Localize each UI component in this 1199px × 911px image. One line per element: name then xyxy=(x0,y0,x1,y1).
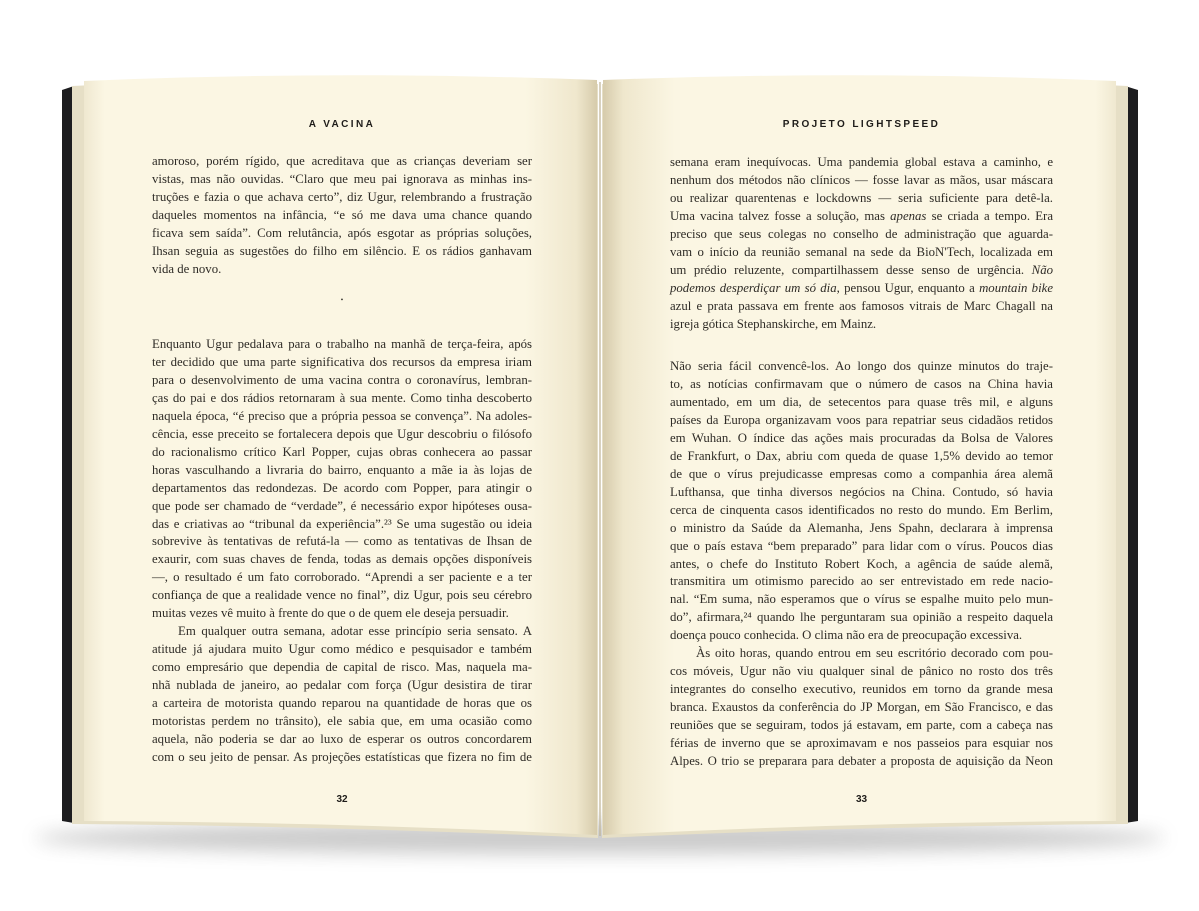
text-line: —, o resultado é um fato corroborado. “Aprendi a ser paciente e a ter xyxy=(152,570,532,585)
text-segment: um prédio reluzente, compartilhassem desse senso de urgência. xyxy=(670,262,1032,277)
text-line: confiança de que a realidade vence no final”, diz Ugur, pois seu cérebro xyxy=(152,588,532,603)
text-line: com o seu jeito de pensar. As projeções estatísticas que fizera no fim de xyxy=(152,749,532,764)
text-segment: se criada a tempo. Era xyxy=(926,208,1053,223)
text-line: aumentado, em um dia, de setecentos para quase três mil, e alguns xyxy=(670,394,1053,409)
text-line xyxy=(670,208,1053,226)
text-line: muitas vezes vê muito à frente do que o de quem ele deseja persuadir. xyxy=(152,606,509,621)
text-line: de Frankfurt, o Dax, abriu com queda de quase 1,5% devido ao temor xyxy=(670,448,1053,463)
text-line: Lufthansa, que tinha diversos negócios na China. Contudo, só havia xyxy=(670,484,1053,499)
text-line: transmitira um otimismo parecido ao ser entrevistado em rede nacio- xyxy=(670,574,1053,589)
left-page xyxy=(152,0,532,911)
text-line: a carteira de motorista quando reparou na quantidade de horas que os xyxy=(152,696,532,711)
paragraph xyxy=(670,358,1053,645)
text-line: como empresário que dependia de capital de risco. Mas, naquela ma- xyxy=(152,660,532,675)
paragraph xyxy=(670,645,1053,771)
text-line: ças do pai e dos rádios retornaram à sua mente. Como tinha descoberto xyxy=(152,390,532,405)
text-line: branca. Exaustos da conferência do JP Morgan, em São Francisco, e das xyxy=(670,700,1053,715)
text-line: integrantes do conselho executivo, reunidos em torno da grande mesa xyxy=(670,682,1053,697)
text-line: motoristas perdem no trânsito), ele sabia que, em uma ocasião como xyxy=(152,714,532,729)
text-line: que pode ser chamado de “verdade”, é necessário expor hipóteses ousa- xyxy=(152,498,532,513)
text-line: ou realizar quarentenas e lockdowns — seria suficiente para detê-la. xyxy=(670,190,1053,205)
text-line: nal. “Em suma, não esperamos que o vírus se espalhe muito pelo mun- xyxy=(670,592,1053,607)
text-line: das e criativas ao “tribunal da experiência”.²³ Se uma sugestão ou ideia xyxy=(152,516,532,531)
text-line: vida de novo. xyxy=(152,261,222,276)
paragraph xyxy=(152,623,532,767)
page-number: 32 xyxy=(336,794,348,805)
text-line: para o desenvolvimento de uma vacina contra o coronavírus, lembran- xyxy=(152,372,532,387)
text-line: vam o início da reunião semanal na sede da BioN'Tech, localizada em xyxy=(670,244,1053,259)
text-line: naquela época, “é preciso que a própria pessoa se convença”. Na adoles- xyxy=(152,408,532,423)
text-line: do racionalismo crítico Karl Popper, cujas obras conhecera ao passar xyxy=(152,444,532,459)
text-line: nhã nublada de janeiro, ao pedalar com força (Ugur desistira de tirar xyxy=(152,678,532,693)
text-line: Enquanto Ugur pedalava para o trabalho na manhã de terça-feira, após xyxy=(152,337,532,351)
text-line: Alpes. O trio se preparara para debater a proposta de aquisição da Neon xyxy=(670,754,1053,768)
text-line: vistas, mas não ouvidas. “Claro que meu pai ignorava as minhas ins- xyxy=(152,171,532,186)
running-head: PROJETO LIGHTSPEED xyxy=(782,119,941,130)
text-line: igreja gótica Stephanskirche, em Mainz. xyxy=(670,316,877,331)
text-line: reuniões que se seguiram, todos já estavam, em parte, com a cabeça nas xyxy=(670,718,1053,733)
text-line: cerca de cinquenta casos identificados no resto do mundo. Em Berlim, xyxy=(670,502,1053,517)
text-line: ter decidido que uma parte significativa dos recursos da empresa iriam xyxy=(152,354,532,369)
text-line: departamentos das redondezas. De acordo com Popper, para atingir o xyxy=(152,480,532,495)
text-line: semana eram inequívocas. Uma pandemia global estava a caminho, e xyxy=(670,155,1053,169)
italic-text: podemos desperdiçar um só dia xyxy=(670,280,837,295)
text-line: truções e fazia o que achava certo”, diz Ugur, relembrando a frustração xyxy=(152,189,532,204)
text-line: que o país estava “bem preparado” para lidar com o vírus. Poucos dias xyxy=(670,538,1053,553)
text-line xyxy=(670,280,1053,298)
running-head: A VACINA xyxy=(308,119,376,130)
text-line: ficava sem saída”. Com relutância, após esgotar as próprias soluções, xyxy=(152,225,532,240)
text-line: Ihsan seguia as sugestões do filho em silêncio. E os rádios ganhavam xyxy=(152,243,532,258)
paragraph xyxy=(152,336,532,623)
text-line: sobrevive às tentativas de refutá-la — como as tentativas de Ihsan de xyxy=(152,534,532,549)
text-segment: Uma vacina talvez fosse a solução, mas xyxy=(670,208,891,223)
text-line: doença pouco conhecida. O clima não era de preocupação excessiva. xyxy=(670,628,1023,643)
text-line: preciso que seus colegas no conselho de administração que aguarda- xyxy=(670,226,1053,241)
text-line: amoroso, porém rígido, que acreditava que as crianças deveriam ser xyxy=(152,154,532,168)
text-line: cência, esse preceito se fortalecera depois que Ugur descobriu o filósofo xyxy=(152,426,532,441)
paragraph xyxy=(152,153,532,279)
text-line: Às oito horas, quando entrou em seu escritório decorado com pou- xyxy=(696,646,1053,661)
page-number: 33 xyxy=(855,794,868,805)
text-line: o ministro da Saúde da Alemanha, Jens Spahn, declarara à imprensa xyxy=(670,520,1053,535)
text-line: to, as notícias confirmavam que o número de casos na China havia xyxy=(670,376,1053,391)
right-page xyxy=(670,0,1053,911)
text-line: aquela, não poderia se dar ao luxo de esperar os outros concordarem xyxy=(152,731,532,746)
body-text xyxy=(152,153,532,767)
body-text xyxy=(670,154,1053,771)
section-break-ornament: • xyxy=(340,296,344,305)
text-line: nenhum dos métodos não clínicos — fosse lavar as mãos, usar máscara xyxy=(670,172,1053,187)
text-line: do”, afirmara,²⁴ quando lhe perguntaram sua opinião a respeito daquela xyxy=(670,610,1053,625)
italic-text: mountain bike xyxy=(979,280,1053,295)
text-line xyxy=(670,262,1053,280)
italic-text: Não xyxy=(1031,262,1053,277)
italic-text: apenas xyxy=(890,208,927,223)
text-line: cos móveis, Ugur não viu qualquer sinal de pânico no rosto dos três xyxy=(670,664,1053,679)
text-line: exaurir, com suas chaves de fenda, todas as demais opções disponíveis xyxy=(152,552,532,567)
text-line: antes, o chefe do Instituto Robert Koch, a agência de saúde alemã, xyxy=(670,556,1053,571)
text-line: Em qualquer outra semana, adotar esse princípio seria sensato. A xyxy=(178,624,532,639)
text-line: daqueles momentos na infância, “e só me dava uma chance quando xyxy=(152,207,532,222)
text-line: férias de inverno que se aproximavam e nos passeios para esquiar nos xyxy=(670,736,1053,751)
text-segment: , pensou Ugur, enquanto a xyxy=(836,280,980,295)
paragraph xyxy=(670,154,1053,334)
text-line: em Wuhan. O índice das ações mais procuradas da Bolsa de Valores xyxy=(670,430,1053,445)
text-line: países da Europa organizavam voos para repatriar seus cidadãos retidos xyxy=(670,412,1053,427)
text-line: horas vasculhando a livraria do bairro, enquanto a mãe ia às lojas de xyxy=(152,462,532,477)
text-line: azul e prata passava em frente aos famosos vitrais de Marc Chagall na xyxy=(670,298,1053,313)
text-line: Não seria fácil convencê-los. Ao longo dos quinze minutos do traje- xyxy=(670,359,1053,374)
text-line: atitude já ajudara muito Ugur como médico e pesquisador e também xyxy=(152,642,532,657)
text-line: de que o vírus prejudicasse empresas como a companhia área alemã xyxy=(670,466,1053,481)
